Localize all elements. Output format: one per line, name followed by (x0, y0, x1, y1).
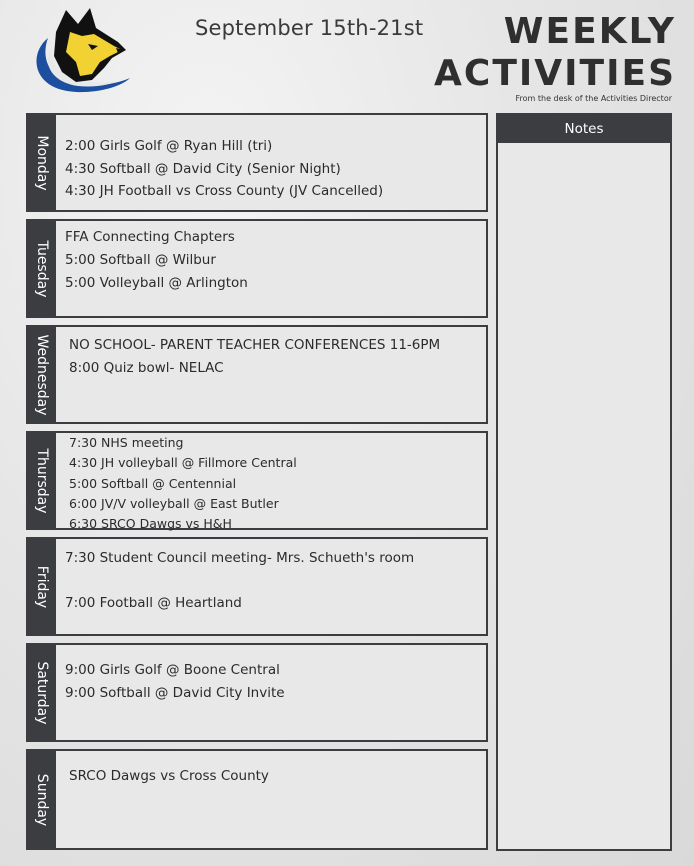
event-item: 5:00 Softball @ Wilbur (65, 252, 216, 268)
event-item: 7:00 Football @ Heartland (65, 595, 242, 611)
day-tab (28, 751, 56, 848)
event-item (65, 570, 480, 593)
event-item: 4:30 Softball @ David City (Senior Night) (65, 160, 341, 177)
day-name: Wednesday (34, 333, 50, 416)
day-monday (26, 113, 488, 212)
day-tab (28, 327, 56, 422)
day-name: Thursday (34, 447, 50, 514)
event-item: 7:30 NHS meeting (69, 435, 184, 450)
event-item: 5:00 Volleyball @ Arlington (65, 275, 248, 291)
event-item: 2:00 Girls Golf @ Ryan Hill (tri) (65, 138, 273, 154)
event-item: 9:00 Girls Golf @ Boone Central (65, 662, 280, 678)
event-item: 4:30 JH Football vs Cross County (JV Cancelled) (65, 183, 384, 199)
event-item: 6:00 JV/V volleyball @ East Butler (69, 495, 279, 511)
notes-title: Notes (498, 115, 670, 143)
title-activities: ACTIVITIES (434, 53, 676, 94)
day-friday (26, 537, 488, 636)
day-name: Friday (34, 565, 50, 608)
day-name: Tuesday (34, 240, 50, 297)
event-item: NO SCHOOL- PARENT TEACHER CONFERENCES 11-6PM (69, 337, 441, 353)
subtitle: From the desk of the Activities Director (515, 94, 672, 103)
day-sunday (26, 749, 488, 850)
day-name: Monday (34, 134, 50, 191)
event-item: 9:00 Softball @ David City Invite (65, 684, 285, 701)
event-item: FFA Connecting Chapters (65, 229, 235, 245)
event-item: 4:30 JH volleyball @ Fillmore Central (69, 455, 297, 471)
event-item: 7:30 Student Council meeting- Mrs. Schueth's room (65, 550, 415, 566)
day-tab (28, 433, 56, 528)
event-item: 8:00 Quiz bowl- NELAC (69, 360, 224, 376)
day-name: Sunday (34, 773, 50, 826)
day-name: Saturday (34, 660, 50, 725)
day-wednesday (26, 325, 488, 424)
date-range: September 15th-21st (195, 16, 424, 40)
husky-logo-icon (26, 2, 136, 98)
day-thursday (26, 431, 488, 530)
day-tuesday (26, 219, 488, 318)
notes-panel (496, 113, 672, 851)
day-tab (28, 539, 56, 634)
event-item: 5:00 Softball @ Centennial (69, 475, 237, 491)
event-item: SRCO Dawgs vs Cross County (69, 768, 269, 784)
day-tab (28, 221, 56, 316)
day-tab (28, 115, 56, 210)
day-saturday (26, 643, 488, 742)
title-weekly: WEEKLY (503, 11, 676, 52)
day-tab (28, 645, 56, 740)
event-item: 6:30 SRCO Dawgs vs H&H (69, 516, 232, 532)
